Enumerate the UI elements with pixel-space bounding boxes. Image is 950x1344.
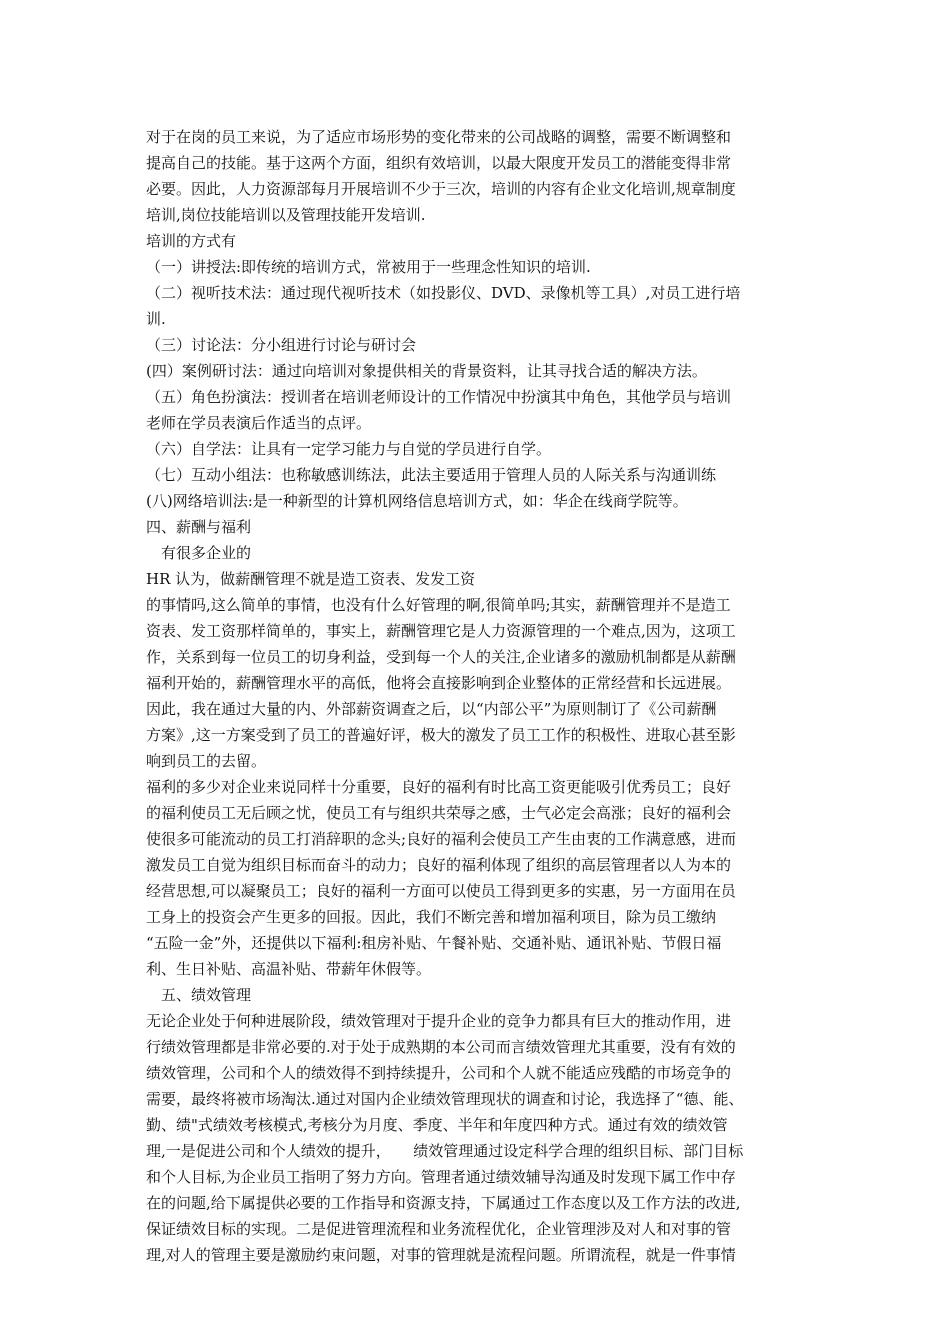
- text-line: 经营思想,可以凝聚员工；良好的福利一方面可以使员工得到更多的实惠，另一方面用在员: [146, 882, 736, 900]
- text-line: 培训,岗位技能培训以及管理技能开发培训.: [146, 206, 426, 224]
- text-line: 理,对人的管理主要是激励约束问题，对事的管理就是流程问题。所谓流程，就是一件事情: [146, 1246, 736, 1264]
- text-line: 提高自己的技能。基于这两个方面，组织有效培训，以最大限度开发员工的潜能变得非常: [146, 154, 732, 172]
- text-line: （二）视听技术法：通过现代视听技术（如投影仪、DVD、录像机等工具）,对员工进行培: [146, 284, 741, 302]
- text-line: （七）互动小组法：也称敏感训练法，此法主要适用于管理人员的人际关系与沟通训练: [146, 466, 717, 484]
- text-line: 响到员工的去留。: [146, 752, 267, 770]
- text-line: 需要，最终将被市场淘汰.通过对国内企业绩效管理现状的调查和讨论，我选择了“德、能、: [146, 1090, 744, 1108]
- text-line: 训.: [146, 310, 166, 328]
- text-line: 老师在学员表演后作适当的点评。: [146, 414, 372, 432]
- text-line: 五、绩效管理: [146, 986, 252, 1004]
- text-line: 的福利使员工无后顾之忧，使员工有与组织共荣辱之感，士气必定会高涨；良好的福利会: [146, 804, 732, 822]
- text-line: 福利开始的，薪酬管理水平的高低，他将会直接影响到企业整体的正常经营和长远进展。: [146, 674, 732, 692]
- text-line: 行绩效管理都是非常必要的.对于处于成熟期的本公司而言绩效管理尤其重要，没有有效的: [146, 1038, 736, 1056]
- text-line: 作，关系到每一位员工的切身利益，受到每一个人的关注,企业诸多的激励机制都是从薪酬: [146, 648, 736, 666]
- text-line: （三）讨论法：分小组进行讨论与研讨会: [146, 336, 417, 354]
- text-line: （五）角色扮演法：授训者在培训老师设计的工作情况中扮演其中角色，其他学员与培训: [146, 388, 732, 406]
- text-line: 使很多可能流动的员工打消辞职的念头;良好的福利会使员工产生由衷的工作满意感，进而: [146, 830, 737, 848]
- text-line: 和个人目标,为企业员工指明了努力方向。管理者通过绩效辅导沟通及时发现下属工作中存: [146, 1168, 736, 1186]
- text-line: (四）案例研讨法：通过向培训对象提供相关的背景资料，让其寻找合适的解决方法。: [146, 362, 707, 380]
- text-line: 激发员工自觉为组织目标而奋斗的动力；良好的福利体现了组织的高层管理者以人为本的: [146, 856, 732, 874]
- text-line: 因此，我在通过大量的内、外部薪资调查之后，以“内部公平”为原则制订了《公司薪酬: [146, 700, 717, 718]
- text-line: 利、生日补贴、高温补贴、带薪年休假等。: [146, 960, 432, 978]
- text-line: 的事情吗,这么简单的事情，也没有什么好管理的啊,很简单吗;其实，薪酬管理并不是造工: [146, 596, 731, 614]
- text-line: （一）讲授法:即传统的培训方式，常被用于一些理念性知识的培训.: [146, 258, 591, 276]
- text-line: 有很多企业的: [146, 544, 252, 562]
- text-line: 在的问题,给下属提供必要的工作指导和资源支持，下属通过工作态度以及工作方法的改进,: [146, 1194, 741, 1212]
- text-line: 保证绩效目标的实现。二是促进管理流程和业务流程优化，企业管理涉及对人和对事的管: [146, 1220, 732, 1238]
- text-line: （六）自学法：让具有一定学习能力与自觉的学员进行自学。: [146, 440, 552, 458]
- text-line: 资表、发工资那样简单的，事实上，薪酬管理它是人力资源管理的一个难点,因为，这项工: [146, 622, 736, 640]
- text-line: 绩效管理，公司和个人的绩效得不到持续提升，公司和个人就不能适应残酷的市场竞争的: [146, 1064, 732, 1082]
- text-line: 四、薪酬与福利: [146, 518, 252, 536]
- text-line: 勤、绩"式绩效考核模式,考核分为月度、季度、半年和年度四种方式。通过有效的绩效管: [146, 1116, 728, 1134]
- text-line: 方案》,这一方案受到了员工的普遍好评，极大的激发了员工工作的积极性、进取心甚至影: [146, 726, 736, 744]
- text-line: 工身上的投资会产生更多的回报。因此，我们不断完善和增加福利项目，除为员工缴纳: [146, 908, 717, 926]
- text-line: HR 认为，做薪酬管理不就是造工资表、发发工资: [146, 570, 476, 588]
- text-line: “五险一金”外，还提供以下福利:租房补贴、午餐补贴、交通补贴、通讯补贴、节假日福: [146, 934, 722, 952]
- text-line: 必要。因此，人力资源部每月开展培训不少于三次，培训的内容有企业文化培训,规章制度: [146, 180, 736, 198]
- text-line: (八)网络培训法:是一种新型的计算机网络信息培训方式，如：华企在线商学院等。: [146, 492, 688, 510]
- text-line: 无论企业处于何种进展阶段，绩效管理对于提升企业的竞争力都具有巨大的推动作用，进: [146, 1012, 732, 1030]
- text-line: 福利的多少对企业来说同样十分重要，良好的福利有时比高工资更能吸引优秀员工；良好: [146, 778, 732, 796]
- body-text: [146, 124, 826, 1268]
- text-line: 理,一是促进公司和个人绩效的提升， 绩效管理通过设定科学合理的组织目标、部门目标: [146, 1142, 744, 1160]
- text-line: 培训的方式有: [146, 232, 237, 250]
- text-line: 对于在岗的员工来说，为了适应市场形势的变化带来的公司战略的调整，需要不断调整和: [146, 128, 732, 146]
